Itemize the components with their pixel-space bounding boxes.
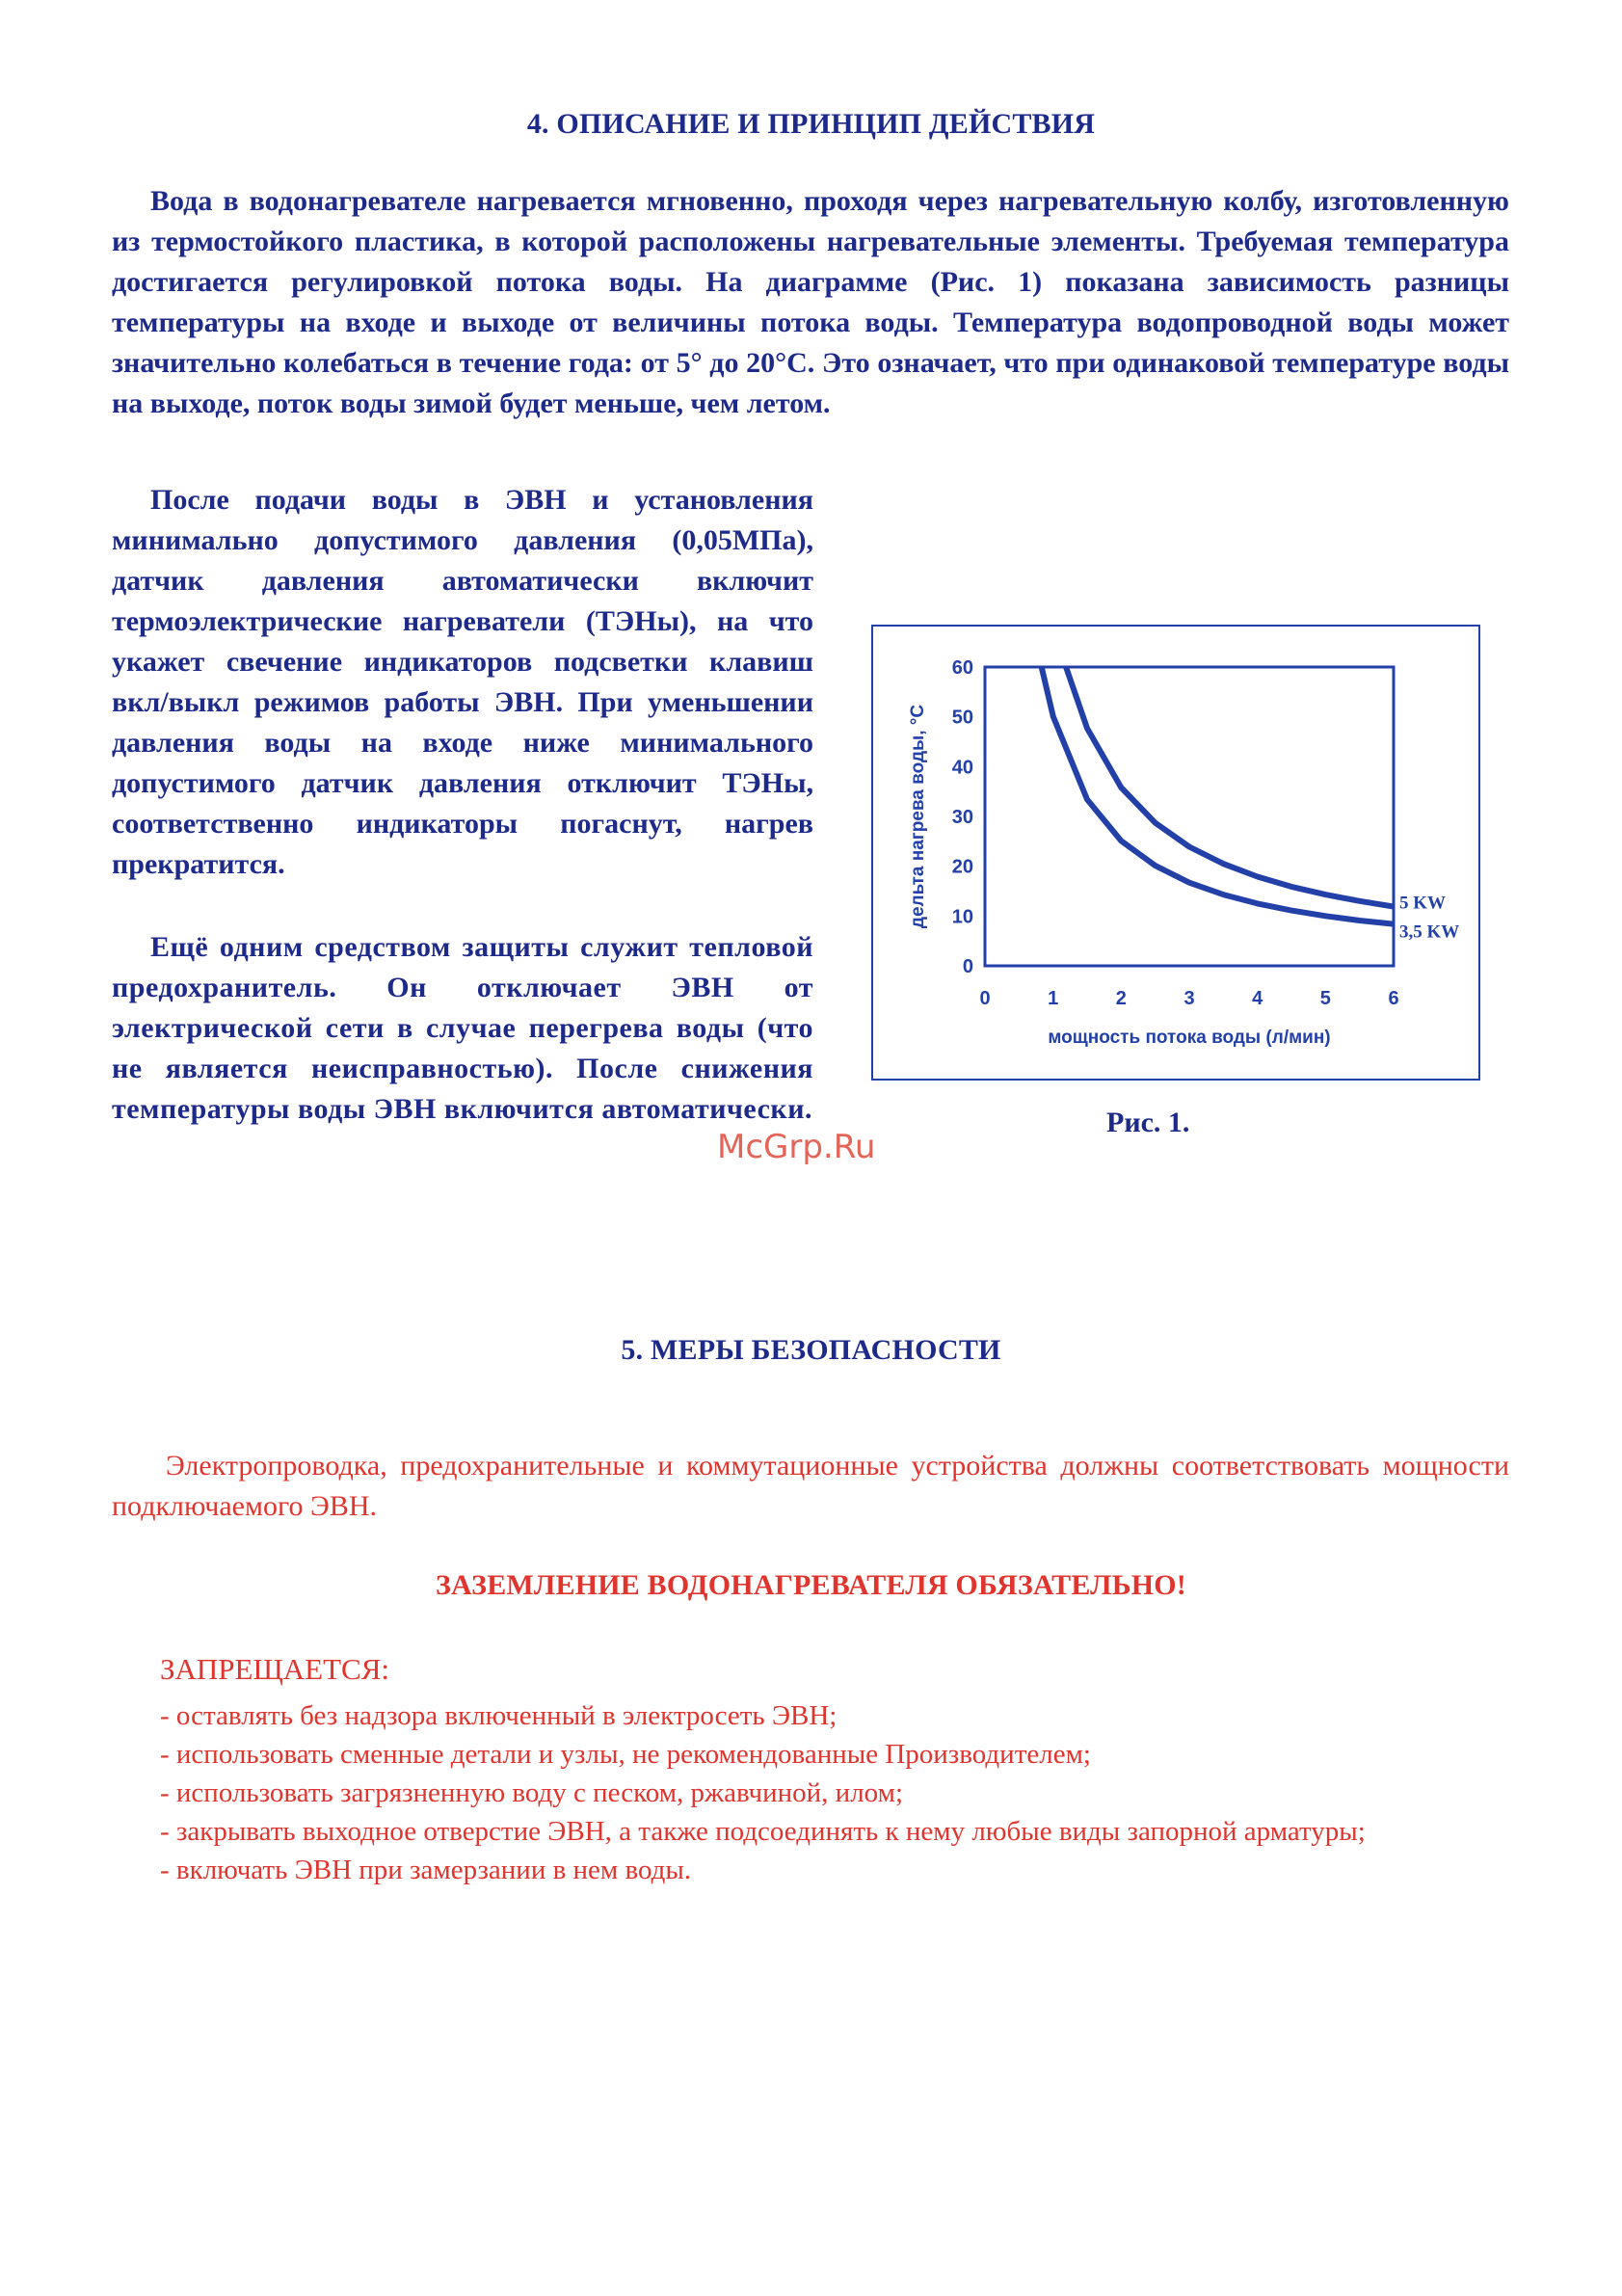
x-tick-label: 6 <box>1388 988 1399 1009</box>
legend-label: 3,5 KW <box>1399 921 1460 943</box>
grounding-warning: ЗАЗЕМЛЕНИЕ ВОДОНАГРЕВАТЕЛЯ ОБЯЗАТЕЛЬНО! <box>436 1569 1186 1601</box>
forbidden-title: ЗАПРЕЩАЕТСЯ: <box>160 1652 389 1686</box>
y-tick-label: 50 <box>951 707 973 729</box>
plot-area-frame <box>985 667 1394 966</box>
figure-caption: Рис. 1. <box>1106 1107 1190 1138</box>
series-line-3-5kw <box>1042 667 1394 924</box>
x-tick-label: 3 <box>1183 988 1195 1009</box>
forbidden-list <box>160 1696 1509 1889</box>
watermark-text: McGrp.Ru <box>717 1128 876 1166</box>
forbidden-item: - использовать сменные детали и узлы, не рекомендованные Производителем; <box>160 1739 1091 1770</box>
forbidden-item: - оставлять без надзора включенный в электросеть ЭВН; <box>160 1700 838 1731</box>
y-tick-label: 10 <box>951 906 973 928</box>
y-tick-label: 40 <box>951 757 973 779</box>
forbidden-item: - закрывать выходное отверстие ЭВН, а также подсоединять к нему любые виды запорной арматуры; <box>160 1816 1366 1847</box>
section4-paragraph-3: Ещё одним средством защиты служит тепловой предохранитель. Он отключает ЭВН от электрической сети в случае перегрева воды (что не является неисправностью). После снижения температуры воды ЭВН включится автоматически. <box>112 931 813 1125</box>
series-line-5kw <box>1066 667 1394 907</box>
y-axis-label: дельта нагрева воды, °С <box>908 704 928 929</box>
figure-1-chart <box>871 625 1480 1081</box>
forbidden-item: - использовать загрязненную воду с песком, ржавчиной, илом; <box>160 1777 904 1808</box>
x-axis-label: мощность потока воды (л/мин) <box>1048 1028 1331 1048</box>
y-tick-label: 0 <box>962 956 973 977</box>
x-tick-label: 1 <box>1048 988 1059 1009</box>
section4-title: 4. ОПИСАНИЕ И ПРИНЦИП ДЕЙСТВИЯ <box>526 108 1096 140</box>
y-tick-label: 20 <box>951 856 973 878</box>
forbidden-item: - включать ЭВН при замерзании в нем воды. <box>160 1855 692 1885</box>
legend-label: 5 KW <box>1399 893 1447 914</box>
section5-paragraph-1: Электропроводка, предохранительные и коммутационные устройства должны соответствовать мощности подключаемого ЭВН. <box>112 1450 1509 1522</box>
x-tick-label: 2 <box>1115 988 1127 1009</box>
section5-title: 5. МЕРЫ БЕЗОПАСНОСТИ <box>621 1334 1001 1366</box>
chart-svg <box>873 627 1478 1079</box>
x-tick-label: 4 <box>1252 988 1263 1009</box>
x-tick-label: 5 <box>1319 988 1331 1009</box>
y-tick-label: 60 <box>951 657 973 679</box>
section4-paragraph-2: После подачи воды в ЭВН и установления минимально допустимого давления (0,05МПа), датчик давления автоматически включит термоэлектрические нагреватели (ТЭНы), на что укажет свечение индикаторов подсветки клавиш вкл/выкл режимов работы ЭВН. При уменьшении давления воды на входе ниже минимального допустимого датчик давления отключит ТЭНы, соответственно индикаторы погаснут, нагрев прекратится. <box>112 484 813 880</box>
section4-paragraph-1: Вода в водонагревателе нагревается мгновенно, проходя через нагревательную колбу, изготовленную из термостойкого пластика, в которой расположены нагревательные элементы. Требуемая температура достигается регулировкой потока воды. На диаграмме (Рис. 1) показана зависимость разницы температуры на входе и выходе от величины потока воды. Температура водопроводной воды может значительно колебаться в течение года: от 5° до 20°С. Это означает, что при одинаковой температуре воды на выходе, поток воды зимой будет меньше, чем летом. <box>112 185 1509 419</box>
y-tick-label: 30 <box>951 807 973 828</box>
x-tick-label: 0 <box>979 988 991 1009</box>
